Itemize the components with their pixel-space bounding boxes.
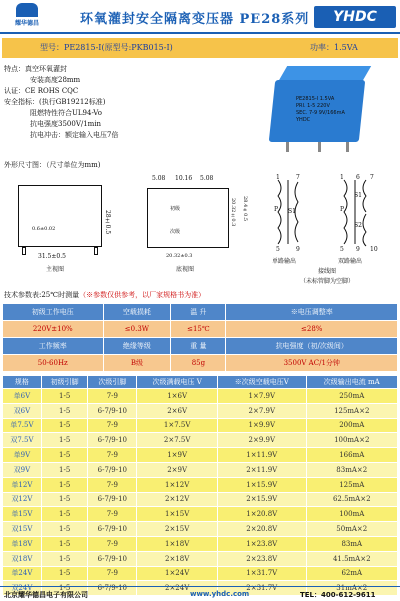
table-cell: 1×11.9V: [218, 448, 306, 463]
logo-text: 耀华德昌: [14, 20, 39, 27]
pin-secondary-label: 次级: [170, 229, 181, 235]
power-rating: 功率：1.5VA: [310, 43, 358, 52]
spec-cell: B级: [103, 355, 171, 372]
column-header: 次级引脚: [88, 376, 137, 389]
wiring-single-label: 单路输出: [272, 258, 297, 265]
spec-cell: ≤15℃: [171, 321, 226, 338]
dim-vertical: 20.32±0.3: [230, 198, 236, 227]
table-cell: 2×7.5V: [137, 433, 218, 448]
label-line: SEC. 7-9 9V/166mA: [296, 110, 345, 116]
feature-line: 抗电强度3500V/1min: [30, 120, 102, 128]
column-header: 次级满载电压 V: [137, 376, 218, 389]
table-cell: 1-5: [41, 566, 88, 581]
table-cell: 双18V: [3, 551, 42, 566]
dim-width: 31.5±0.5: [38, 253, 66, 260]
spec-row: [3, 338, 398, 355]
transformer-label: [296, 96, 345, 124]
table-cell: 1×20.8V: [218, 507, 306, 522]
table-cell: 100mA×2: [306, 433, 398, 448]
table-cell: 1×7.9V: [218, 389, 306, 404]
table-cell: 7-9: [88, 418, 137, 433]
table-cell: 2×15.9V: [218, 492, 306, 507]
spec-cell: ≤28%: [226, 321, 398, 338]
table-cell: 1-5: [41, 551, 88, 566]
spec-cell: 抗电强度（初/次级间）: [226, 338, 398, 355]
table-cell: 1-5: [41, 507, 88, 522]
table-cell: 31mA×2: [306, 581, 398, 596]
table-cell: 1×31.7V: [218, 566, 306, 581]
table-cell: 250mA: [306, 389, 398, 404]
table-cell: 2×24V: [137, 581, 218, 596]
table-header-row: [3, 376, 398, 389]
dim-depth: 28.4±0.5: [242, 196, 248, 222]
pin-number: 9: [296, 246, 300, 253]
table-cell: 1-5: [41, 448, 88, 463]
spec-row: [3, 355, 398, 372]
table-cell: 单12V: [3, 477, 42, 492]
feature-line: 特点：真空环氧灌封: [4, 65, 67, 73]
table-cell: 7-9: [88, 566, 137, 581]
label-line: YHDC: [296, 117, 311, 123]
table-cell: 1-5: [41, 477, 88, 492]
dim-horizontal: 20.32±0.3: [166, 253, 193, 259]
table-row: [3, 507, 398, 522]
table-cell: 2×18V: [137, 551, 218, 566]
spec-table: [2, 303, 398, 372]
specification-table: [2, 375, 398, 596]
table-cell: 1×15V: [137, 507, 218, 522]
section-title-text: 技术参数表:25℃时测量: [4, 291, 80, 299]
table-cell: 7-9: [88, 477, 137, 492]
spec-cell: 工作频率: [3, 338, 104, 355]
table-cell: 6-7/9-10: [88, 403, 137, 418]
table-cell: 2×7.9V: [218, 403, 306, 418]
spec-cell: 温 升: [171, 304, 226, 321]
table-cell: 1-5: [41, 536, 88, 551]
table-cell: 1×7.5V: [137, 418, 218, 433]
coil-primary-label: P: [340, 206, 345, 213]
spec-cell: 初级工作电压: [3, 304, 104, 321]
column-header: 次级输出电流 mA: [306, 376, 398, 389]
table-row: [3, 433, 398, 448]
pin-icon: [22, 247, 26, 255]
table-cell: 41.5mA×2: [306, 551, 398, 566]
pin-number: 9: [356, 246, 360, 253]
table-cell: 2×9.9V: [218, 433, 306, 448]
pin-number: 1: [340, 174, 344, 181]
column-header: ※次级空载电压V: [218, 376, 306, 389]
table-cell: 单9V: [3, 448, 42, 463]
table-cell: 83mA: [306, 536, 398, 551]
table-cell: 1×6V: [137, 389, 218, 404]
table-row: [3, 536, 398, 551]
table-row: [3, 462, 398, 477]
pin-number: 5: [276, 246, 280, 253]
table-cell: 1×24V: [137, 566, 218, 581]
pin-icon: [318, 142, 321, 152]
table-cell: 1×23.8V: [218, 536, 306, 551]
pin-icon: [286, 142, 289, 152]
table-cell: 1×12V: [137, 477, 218, 492]
bottom-view-outline: [147, 188, 229, 248]
bottom-view-label: 底视图: [176, 266, 195, 273]
drawings-caption: 外形尺寸图：（尺寸单位为mm): [4, 161, 101, 169]
table-row: [3, 551, 398, 566]
spec-row: [3, 304, 398, 321]
coil-secondary-label: S1: [354, 192, 362, 199]
pin-icon: [346, 142, 349, 152]
table-cell: 双6V: [3, 403, 42, 418]
phone: TEL：400-612-9611: [300, 591, 376, 599]
table-cell: 125mA: [306, 477, 398, 492]
table-cell: 1×9V: [137, 448, 218, 463]
table-cell: 单7.5V: [3, 418, 42, 433]
pin-number: 10: [370, 246, 378, 253]
main-view-outline: [18, 185, 102, 247]
page-footer: [0, 586, 400, 601]
table-cell: 双24V: [3, 581, 42, 596]
table-row: [3, 522, 398, 537]
table-cell: 125mA×2: [306, 403, 398, 418]
table-cell: 2×6V: [137, 403, 218, 418]
table-cell: 1-5: [41, 462, 88, 477]
model-number: 型号：PE2815-I(原型号:PKB015-I): [40, 43, 173, 52]
table-cell: 1-5: [41, 418, 88, 433]
spec-cell: 50-60Hz: [3, 355, 104, 372]
table-cell: 1×18V: [137, 536, 218, 551]
table-cell: 100mA: [306, 507, 398, 522]
spec-cell: ※电压调整率: [226, 304, 398, 321]
table-cell: 2×23.8V: [218, 551, 306, 566]
table-row: [3, 477, 398, 492]
table-cell: 7-9: [88, 507, 137, 522]
table-row: [3, 389, 398, 404]
spec-cell: 85g: [171, 355, 226, 372]
website: www.yhdc.com: [190, 590, 250, 598]
table-cell: 6-7/9-10: [88, 492, 137, 507]
table-cell: 6-7/9-10: [88, 581, 137, 596]
table-cell: 2×20.8V: [218, 522, 306, 537]
table-cell: 83mA×2: [306, 462, 398, 477]
table-cell: 1×15.9V: [218, 477, 306, 492]
table-cell: 166mA: [306, 448, 398, 463]
feature-line: 认证：CE ROHS CQC: [4, 87, 79, 95]
table-cell: 200mA: [306, 418, 398, 433]
table-cell: 1×9.9V: [218, 418, 306, 433]
table-cell: 7-9: [88, 536, 137, 551]
pin-number: 1: [276, 174, 280, 181]
table-cell: 2×9V: [137, 462, 218, 477]
dim-pitch: 5.08: [200, 175, 214, 182]
table-cell: 7-9: [88, 389, 137, 404]
table-row: [3, 448, 398, 463]
spec-cell: 220V±10%: [3, 321, 104, 338]
table-cell: 单15V: [3, 507, 42, 522]
section-title: [4, 290, 205, 300]
table-cell: 1-5: [41, 522, 88, 537]
table-cell: 双15V: [3, 522, 42, 537]
table-cell: 62.5mA×2: [306, 492, 398, 507]
column-header: 规格: [3, 376, 42, 389]
table-cell: 1-5: [41, 433, 88, 448]
company-name: 北京耀华德昌电子有限公司: [4, 591, 88, 599]
pin-number: 6: [356, 174, 360, 181]
dim-height: 28±0.5: [104, 210, 111, 235]
section-note: （※参数仅供参考，以厂家规格书为准）: [79, 291, 206, 299]
coil-primary-label: P: [274, 206, 279, 213]
table-row: [3, 566, 398, 581]
table-cell: 1-5: [41, 581, 88, 596]
table-row: [3, 492, 398, 507]
pin-icon: [94, 247, 98, 255]
wiring-note: （未标管脚为空脚）: [300, 278, 355, 285]
table-cell: 6-7/9-10: [88, 522, 137, 537]
feature-line: 阻燃特性符合UL94-Vo: [30, 109, 102, 117]
table-cell: 50mA×2: [306, 522, 398, 537]
spec-cell: 重 量: [171, 338, 226, 355]
pin-primary-label: 初级: [170, 206, 181, 212]
table-cell: 双7.5V: [3, 433, 42, 448]
features-block: [4, 64, 118, 141]
company-logo: [4, 3, 50, 31]
column-header: 初级引脚: [41, 376, 88, 389]
page-title: 环氧灌封安全隔离变压器 PE28系列: [80, 12, 310, 27]
table-cell: 2×31.7V: [218, 581, 306, 596]
coil-secondary-label: S1: [288, 208, 296, 215]
wiring-title: 接线图: [318, 268, 337, 275]
main-view-label: 主视图: [46, 266, 65, 273]
spec-row: [3, 321, 398, 338]
table-cell: 单18V: [3, 536, 42, 551]
table-cell: 单6V: [3, 389, 42, 404]
label-line: PE2815-I 1.5VA: [296, 96, 335, 102]
table-cell: 双12V: [3, 492, 42, 507]
table-cell: 1-5: [41, 403, 88, 418]
table-row: [3, 418, 398, 433]
pin-number: 5: [340, 246, 344, 253]
table-cell: 6-7/9-10: [88, 462, 137, 477]
table-cell: 双9V: [3, 462, 42, 477]
table-cell: 2×11.9V: [218, 462, 306, 477]
table-cell: 1-5: [41, 389, 88, 404]
spec-cell: 3500V AC/1分钟: [226, 355, 398, 372]
spec-cell: ≤0.3W: [103, 321, 171, 338]
coil-secondary-label: S2: [354, 222, 362, 229]
pin-number: 7: [296, 174, 300, 181]
dim-pin: 0.6±0.02: [32, 226, 56, 232]
feature-line: 安装高度28mm: [30, 76, 81, 84]
spec-cell: 空载损耗: [103, 304, 171, 321]
table-cell: 1-5: [41, 492, 88, 507]
table-cell: 62mA: [306, 566, 398, 581]
dim-pitch: 5.08: [152, 175, 166, 182]
label-line: PRI. 1-5 220V: [296, 103, 330, 109]
feature-line: 安全指标：(执行GB19212标准): [4, 98, 106, 106]
wiring-double-label: 双路输出: [338, 258, 363, 265]
logo-mark-icon: [16, 3, 38, 17]
feature-line: 抗电冲击：额定输入电压7倍: [30, 131, 119, 139]
table-cell: 7-9: [88, 448, 137, 463]
spec-cell: 绝缘等级: [103, 338, 171, 355]
table-cell: 6-7/9-10: [88, 433, 137, 448]
table-row: [3, 403, 398, 418]
table-cell: 2×12V: [137, 492, 218, 507]
table-cell: 单24V: [3, 566, 42, 581]
table-cell: 6-7/9-10: [88, 551, 137, 566]
dim-pitch: 10.16: [175, 175, 193, 182]
brand-logo: YHDC: [314, 6, 396, 28]
table-cell: 2×15V: [137, 522, 218, 537]
pin-number: 7: [370, 174, 374, 181]
